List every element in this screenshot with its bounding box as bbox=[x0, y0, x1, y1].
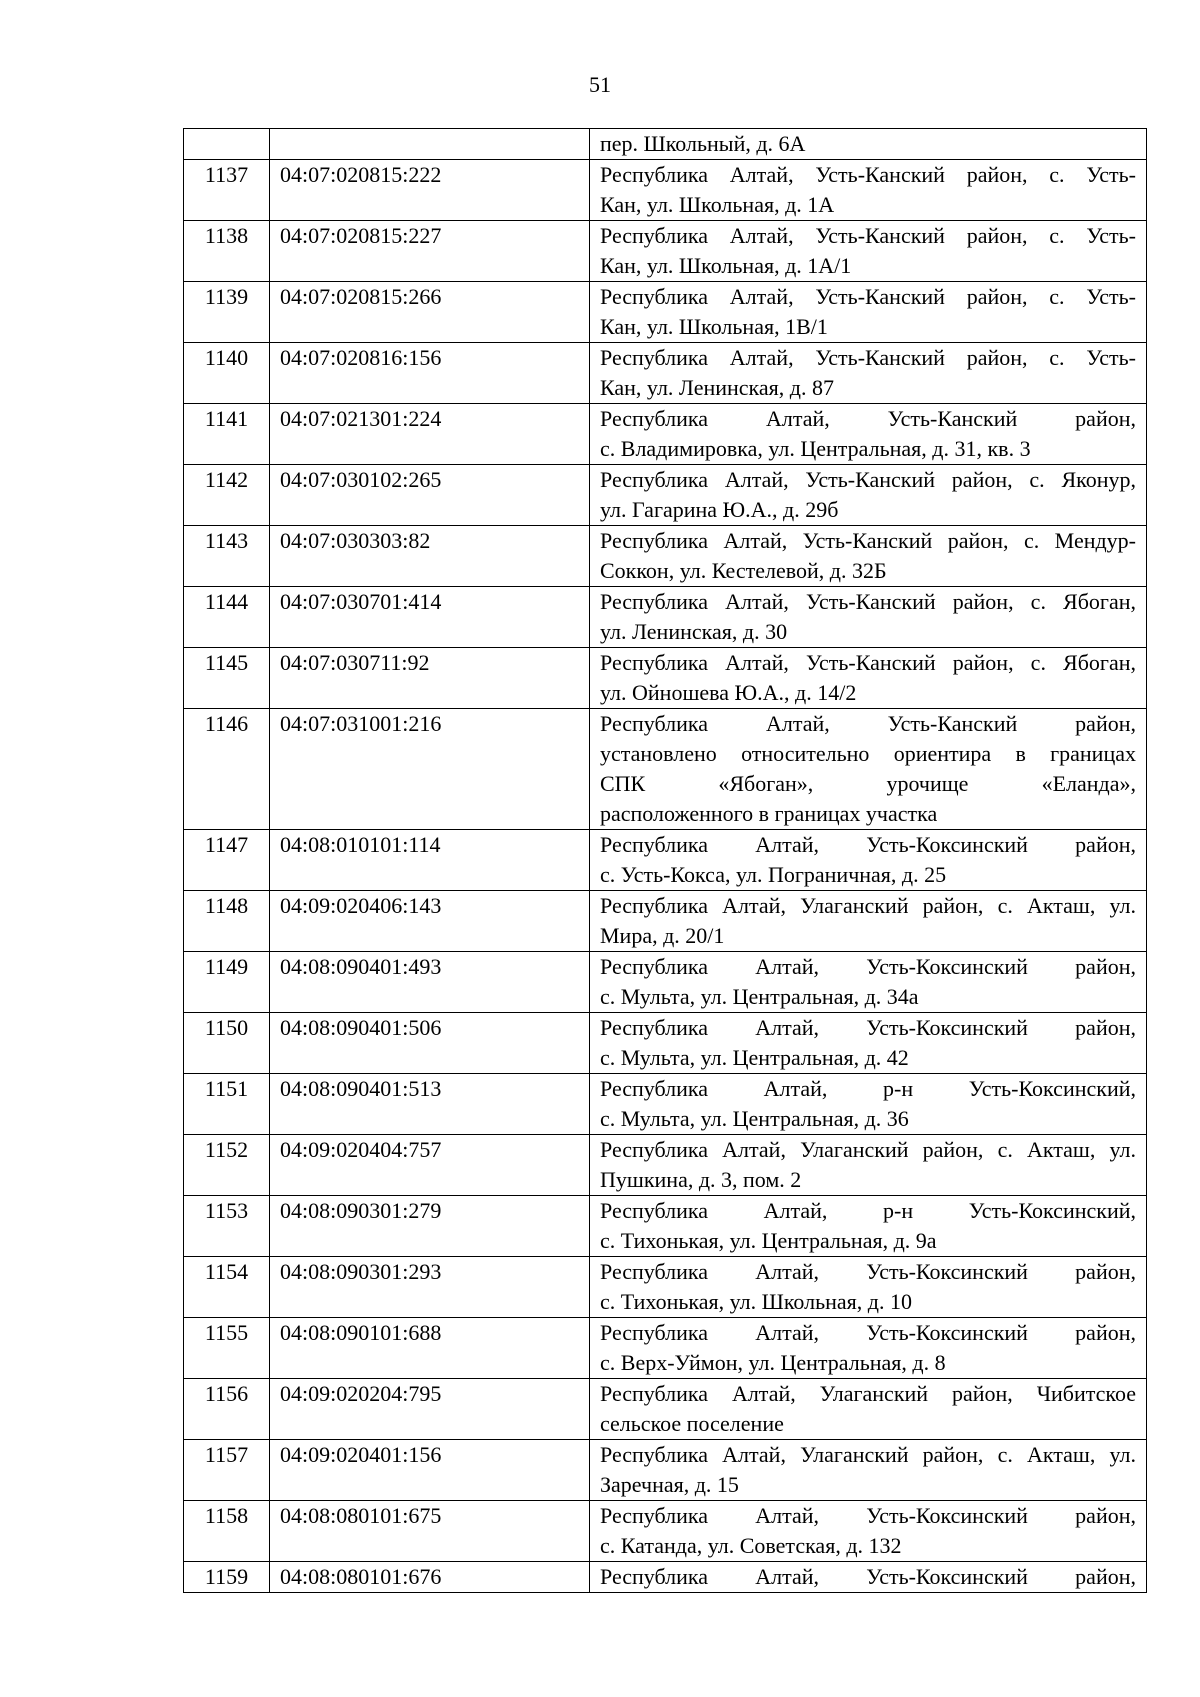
address-cell bbox=[590, 160, 1147, 221]
address-line: с. Владимировка, ул. Центральная, д. 31, кв. 3 bbox=[600, 436, 1031, 461]
address-cell bbox=[590, 465, 1147, 526]
address-line: с. Мульта, ул. Центральная, д. 36 bbox=[600, 1106, 909, 1131]
table-row bbox=[184, 891, 1147, 952]
address-cell bbox=[590, 1196, 1147, 1257]
address-cell bbox=[590, 587, 1147, 648]
address-line: сельское поселение bbox=[600, 1411, 784, 1436]
table-row bbox=[184, 1135, 1147, 1196]
address-line: с. Мульта, ул. Центральная, д. 34а bbox=[600, 984, 919, 1009]
address-cell bbox=[590, 1013, 1147, 1074]
row-number-cell: 1144 bbox=[184, 587, 270, 648]
cadastral-number-cell: 04:08:090301:279 bbox=[270, 1196, 590, 1257]
table-row bbox=[184, 1562, 1147, 1593]
address-cell bbox=[590, 952, 1147, 1013]
address-line: Республика Алтай, Улаганский район, Чибитское bbox=[600, 1381, 1136, 1406]
row-number-cell: 1155 bbox=[184, 1318, 270, 1379]
address-line: Республика Алтай, Усть-Канский район, с. Усть- bbox=[600, 345, 1136, 370]
address-line: Пушкина, д. 3, пом. 2 bbox=[600, 1167, 802, 1192]
row-number-cell: 1138 bbox=[184, 221, 270, 282]
address-cell bbox=[590, 1562, 1147, 1593]
table-row bbox=[184, 526, 1147, 587]
table-row bbox=[184, 465, 1147, 526]
address-line: Республика Алтай, р-н Усть-Коксинский, bbox=[600, 1198, 1136, 1223]
table-row bbox=[184, 1196, 1147, 1257]
cadastral-number-cell: 04:08:090401:493 bbox=[270, 952, 590, 1013]
address-line: Республика Алтай, Улаганский район, с. Акташ, ул. bbox=[600, 1137, 1136, 1162]
cadastral-number-cell: 04:07:031001:216 bbox=[270, 709, 590, 830]
row-number-cell: 1139 bbox=[184, 282, 270, 343]
table-row bbox=[184, 404, 1147, 465]
row-number-cell: 1148 bbox=[184, 891, 270, 952]
address-line: Кан, ул. Школьная, д. 1А/1 bbox=[600, 253, 852, 278]
address-cell bbox=[590, 1379, 1147, 1440]
cadastral-number-cell: 04:08:090401:506 bbox=[270, 1013, 590, 1074]
row-number-cell: 1156 bbox=[184, 1379, 270, 1440]
address-line: Республика Алтай, Усть-Коксинский район, bbox=[600, 954, 1136, 979]
address-line: Республика Алтай, Усть-Канский район, с. Мендур- bbox=[600, 528, 1136, 553]
address-line: Республика Алтай, Усть-Канский район, с. Ябоган, bbox=[600, 589, 1136, 614]
cadastral-number-cell: 04:07:021301:224 bbox=[270, 404, 590, 465]
address-line: Республика Алтай, Усть-Канский район, с. Усть- bbox=[600, 284, 1136, 309]
address-cell bbox=[590, 282, 1147, 343]
row-number-cell: 1140 bbox=[184, 343, 270, 404]
cadastral-number-cell: 04:07:020815:227 bbox=[270, 221, 590, 282]
address-line: с. Усть-Кокса, ул. Пограничная, д. 25 bbox=[600, 862, 947, 887]
table-row bbox=[184, 1318, 1147, 1379]
address-line: Республика Алтай, Усть-Коксинский район, bbox=[600, 1564, 1136, 1589]
cadastral-number-cell: 04:07:020815:266 bbox=[270, 282, 590, 343]
table-row bbox=[184, 1501, 1147, 1562]
registry-table bbox=[183, 128, 1147, 1593]
cadastral-number-cell: 04:07:030701:414 bbox=[270, 587, 590, 648]
cadastral-number-cell: 04:08:010101:114 bbox=[270, 830, 590, 891]
table-row bbox=[184, 648, 1147, 709]
cadastral-number-cell: 04:08:080101:675 bbox=[270, 1501, 590, 1562]
cadastral-number-cell: 04:08:090301:293 bbox=[270, 1257, 590, 1318]
table-row bbox=[184, 709, 1147, 830]
address-line: Республика Алтай, Усть-Коксинский район, bbox=[600, 832, 1136, 857]
address-line: с. Мульта, ул. Центральная, д. 42 bbox=[600, 1045, 909, 1070]
address-cell bbox=[590, 1257, 1147, 1318]
address-line: Республика Алтай, Усть-Канский район, с. Ябоган, bbox=[600, 650, 1136, 675]
address-line: Мира, д. 20/1 bbox=[600, 923, 725, 948]
address-line: ул. Гагарина Ю.А., д. 29б bbox=[600, 497, 839, 522]
address-cell bbox=[590, 1074, 1147, 1135]
table-row bbox=[184, 1074, 1147, 1135]
address-line: ул. Ленинская, д. 30 bbox=[600, 619, 788, 644]
table-row bbox=[184, 160, 1147, 221]
table-row bbox=[184, 343, 1147, 404]
row-number-cell: 1146 bbox=[184, 709, 270, 830]
address-cell bbox=[590, 526, 1147, 587]
table-row bbox=[184, 1379, 1147, 1440]
table-row bbox=[184, 1013, 1147, 1074]
address-line: Республика Алтай, Усть-Канский район, с. Усть- bbox=[600, 162, 1136, 187]
address-line: Республика Алтай, Усть-Коксинский район, bbox=[600, 1015, 1136, 1040]
cadastral-number-cell: 04:07:030102:265 bbox=[270, 465, 590, 526]
table-row bbox=[184, 129, 1147, 160]
row-number-cell: 1142 bbox=[184, 465, 270, 526]
address-line: с. Катанда, ул. Советская, д. 132 bbox=[600, 1533, 902, 1558]
address-cell bbox=[590, 648, 1147, 709]
address-cell bbox=[590, 891, 1147, 952]
row-number-cell: 1158 bbox=[184, 1501, 270, 1562]
cadastral-number-cell: 04:07:020815:222 bbox=[270, 160, 590, 221]
address-cell bbox=[590, 830, 1147, 891]
cadastral-number-cell: 04:07:030303:82 bbox=[270, 526, 590, 587]
address-cell bbox=[590, 221, 1147, 282]
table-row bbox=[184, 952, 1147, 1013]
cadastral-number-cell: 04:09:020406:143 bbox=[270, 891, 590, 952]
registry-table-body bbox=[184, 129, 1147, 1593]
cadastral-number-cell: 04:07:020816:156 bbox=[270, 343, 590, 404]
address-line: Соккон, ул. Кестелевой, д. 32Б bbox=[600, 558, 887, 583]
address-cell bbox=[590, 1501, 1147, 1562]
address-line: Республика Алтай, Усть-Канский район, с. Усть- bbox=[600, 223, 1136, 248]
table-row bbox=[184, 830, 1147, 891]
page-number: 51 bbox=[589, 72, 611, 97]
row-number-cell: 1150 bbox=[184, 1013, 270, 1074]
address-line: Республика Алтай, Улаганский район, с. Акташ, ул. bbox=[600, 893, 1136, 918]
row-number-cell: 1157 bbox=[184, 1440, 270, 1501]
table-row bbox=[184, 221, 1147, 282]
address-line: Кан, ул. Школьная, д. 1А bbox=[600, 192, 835, 217]
row-number-cell: 1159 bbox=[184, 1562, 270, 1593]
address-line: СПК «Ябоган», урочище «Еланда», bbox=[600, 771, 1136, 796]
row-number-cell: 1141 bbox=[184, 404, 270, 465]
row-number-cell: 1137 bbox=[184, 160, 270, 221]
address-line: Республика Алтай, Усть-Коксинский район, bbox=[600, 1320, 1136, 1345]
address-cell bbox=[590, 1135, 1147, 1196]
row-number-cell bbox=[184, 129, 270, 160]
address-line: Заречная, д. 15 bbox=[600, 1472, 739, 1497]
address-cell bbox=[590, 404, 1147, 465]
row-number-cell: 1145 bbox=[184, 648, 270, 709]
cadastral-number-cell: 04:08:090101:688 bbox=[270, 1318, 590, 1379]
row-number-cell: 1149 bbox=[184, 952, 270, 1013]
address-line: Республика Алтай, Улаганский район, с. Акташ, ул. bbox=[600, 1442, 1136, 1467]
address-line: Кан, ул. Школьная, 1В/1 bbox=[600, 314, 828, 339]
address-line: Республика Алтай, Усть-Канский район, bbox=[600, 406, 1136, 431]
address-line: Республика Алтай, Усть-Коксинский район, bbox=[600, 1259, 1136, 1284]
row-number-cell: 1153 bbox=[184, 1196, 270, 1257]
cadastral-number-cell bbox=[270, 129, 590, 160]
cadastral-number-cell: 04:09:020204:795 bbox=[270, 1379, 590, 1440]
address-line: расположенного в границах участка bbox=[600, 801, 938, 826]
address-line: ул. Ойношева Ю.А., д. 14/2 bbox=[600, 680, 857, 705]
address-line: установлено относительно ориентира в границах bbox=[600, 741, 1136, 766]
address-cell bbox=[590, 129, 1147, 160]
address-cell bbox=[590, 709, 1147, 830]
table-row bbox=[184, 587, 1147, 648]
row-number-cell: 1152 bbox=[184, 1135, 270, 1196]
table-row bbox=[184, 1257, 1147, 1318]
table-row bbox=[184, 282, 1147, 343]
address-cell bbox=[590, 343, 1147, 404]
address-line: Республика Алтай, р-н Усть-Коксинский, bbox=[600, 1076, 1136, 1101]
address-line: с. Верх-Уймон, ул. Центральная, д. 8 bbox=[600, 1350, 946, 1375]
address-line: Республика Алтай, Усть-Канский район, с. Яконур, bbox=[600, 467, 1136, 492]
row-number-cell: 1147 bbox=[184, 830, 270, 891]
address-line: Кан, ул. Ленинская, д. 87 bbox=[600, 375, 834, 400]
address-line: Республика Алтай, Усть-Коксинский район, bbox=[600, 1503, 1136, 1528]
address-cell bbox=[590, 1318, 1147, 1379]
address-line: с. Тихонькая, ул. Центральная, д. 9а bbox=[600, 1228, 937, 1253]
cadastral-number-cell: 04:09:020404:757 bbox=[270, 1135, 590, 1196]
cadastral-number-cell: 04:07:030711:92 bbox=[270, 648, 590, 709]
row-number-cell: 1151 bbox=[184, 1074, 270, 1135]
row-number-cell: 1143 bbox=[184, 526, 270, 587]
cadastral-number-cell: 04:08:090401:513 bbox=[270, 1074, 590, 1135]
cadastral-number-cell: 04:08:080101:676 bbox=[270, 1562, 590, 1593]
address-line: с. Тихонькая, ул. Школьная, д. 10 bbox=[600, 1289, 912, 1314]
cadastral-number-cell: 04:09:020401:156 bbox=[270, 1440, 590, 1501]
address-line: пер. Школьный, д. 6А bbox=[600, 131, 806, 156]
row-number-cell: 1154 bbox=[184, 1257, 270, 1318]
table-row bbox=[184, 1440, 1147, 1501]
address-line: Республика Алтай, Усть-Канский район, bbox=[600, 711, 1136, 736]
address-cell bbox=[590, 1440, 1147, 1501]
